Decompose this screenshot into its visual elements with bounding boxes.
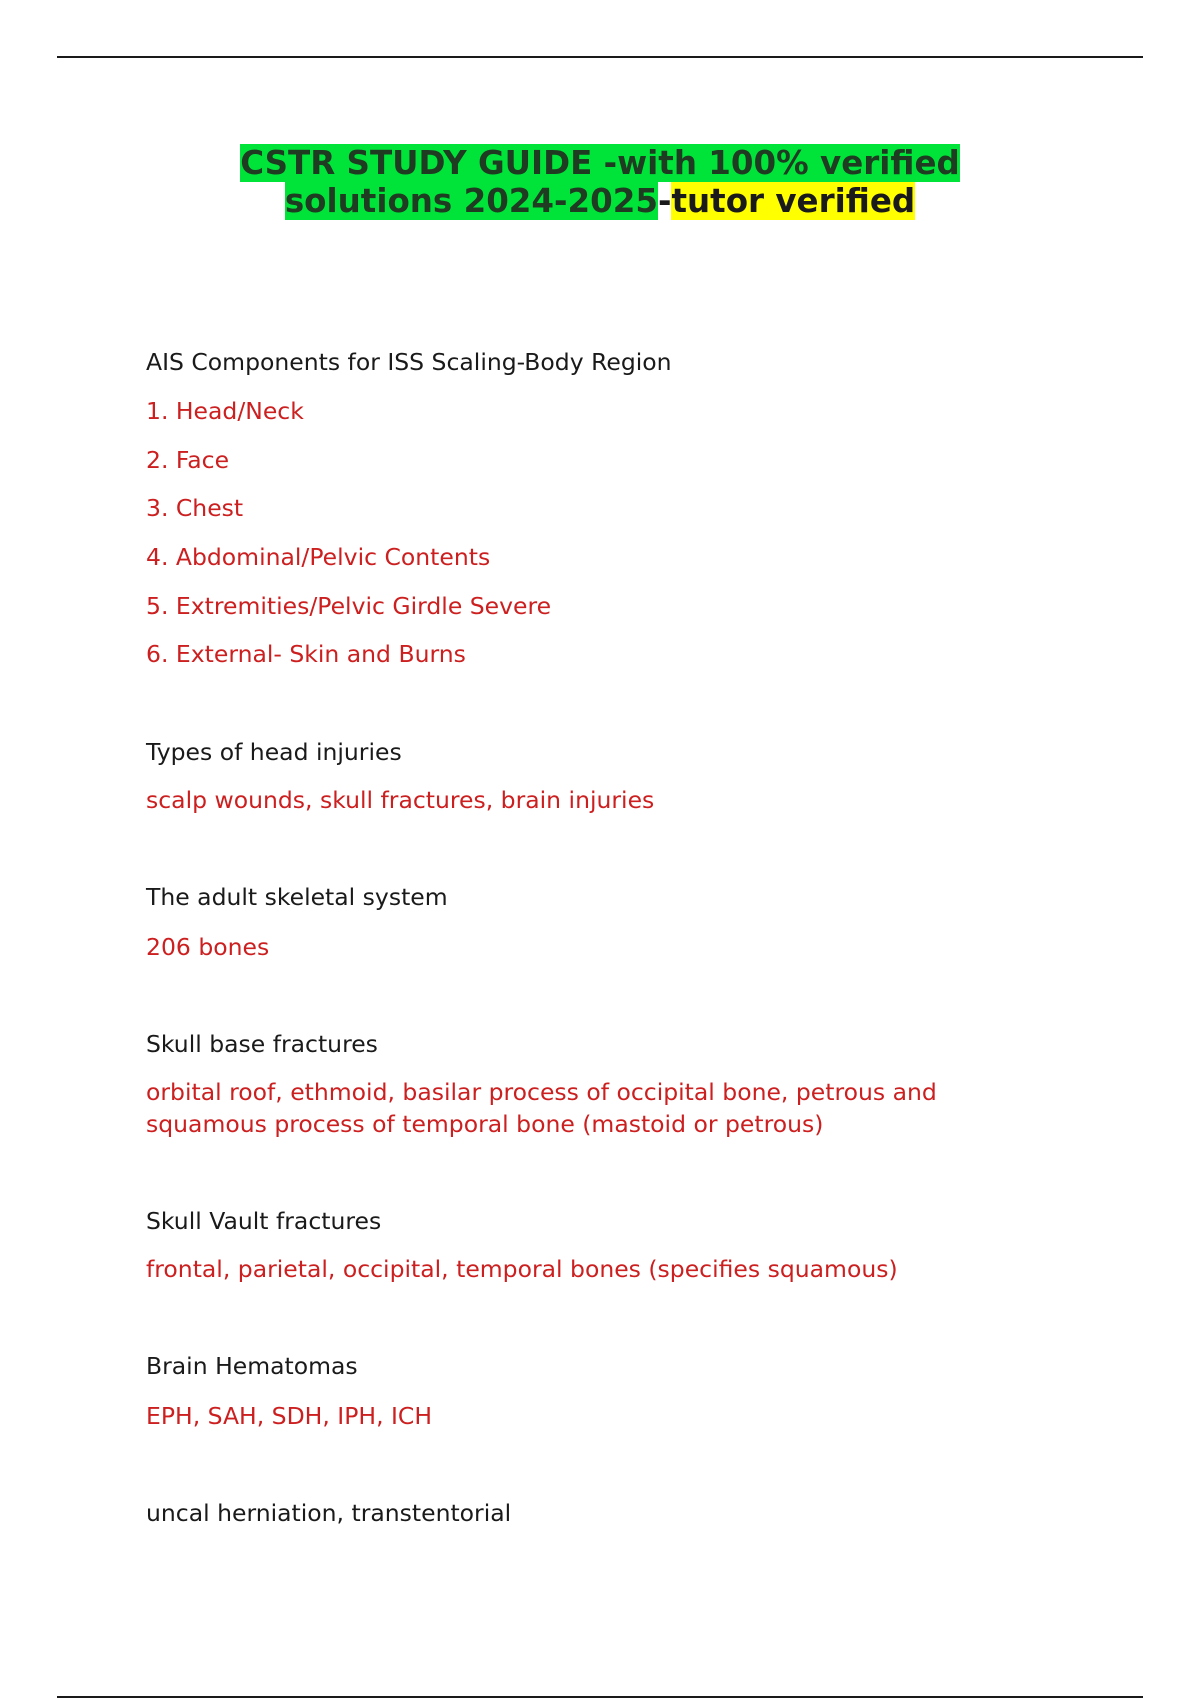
answer: 1. Head/Neck — [146, 397, 304, 425]
question: Types of head injuries — [146, 738, 402, 766]
answer: EPH, SAH, SDH, IPH, ICH — [146, 1402, 433, 1430]
question: uncal herniation, transtentorial — [146, 1499, 512, 1527]
title-dash: - — [657, 182, 672, 220]
title-highlight-green: CSTR STUDY GUIDE — [240, 144, 593, 182]
answer: orbital roof, ethmoid, basilar process of occipital bone, petrous and — [146, 1078, 937, 1106]
title-line-1 — [0, 144, 1200, 182]
answer: 206 bones — [146, 933, 270, 961]
answer: 6. External- Skin and Burns — [146, 640, 466, 668]
top-rule — [57, 56, 1143, 58]
title-highlight-green: -with 100% verified — [592, 144, 960, 182]
question: AIS Components for ISS Scaling-Body Region — [146, 348, 672, 376]
answer: 4. Abdominal/Pelvic Contents — [146, 543, 491, 571]
answer: squamous process of temporal bone (mastoid or petrous) — [146, 1110, 824, 1138]
page-title — [0, 144, 1200, 220]
bottom-rule — [57, 1696, 1143, 1698]
title-line-2 — [0, 182, 1200, 220]
question: The adult skeletal system — [146, 883, 448, 911]
question: Skull base fractures — [146, 1030, 378, 1058]
question: Brain Hematomas — [146, 1352, 358, 1380]
title-highlight-yellow: tutor verified — [671, 182, 916, 220]
answer: 5. Extremities/Pelvic Girdle Severe — [146, 592, 552, 620]
answer: 2. Face — [146, 446, 230, 474]
answer: frontal, parietal, occipital, temporal bones (specifies squamous) — [146, 1255, 898, 1283]
question: Skull Vault fractures — [146, 1207, 382, 1235]
answer: 3. Chest — [146, 494, 244, 522]
title-highlight-green: solutions 2024-2025 — [284, 182, 658, 220]
answer: scalp wounds, skull fractures, brain injuries — [146, 786, 655, 814]
